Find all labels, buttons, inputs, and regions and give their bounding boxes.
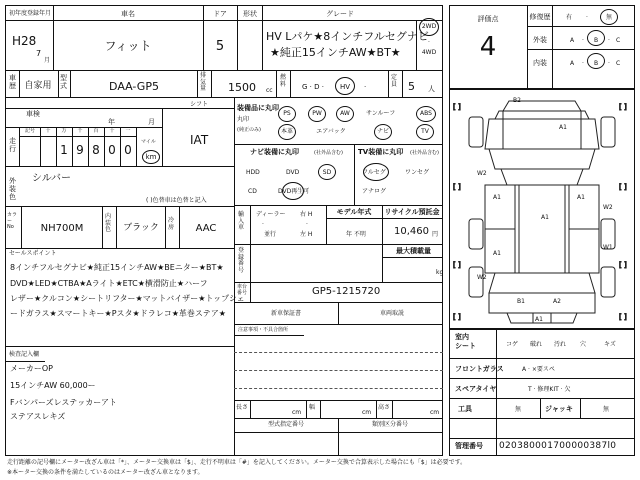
exterior-grade-label: 外装: [533, 36, 547, 44]
grade-line-2: ★純正15インチAW★BT★: [270, 46, 401, 59]
mark-a1-back: A1: [535, 316, 543, 323]
reg-month-unit: 月: [44, 57, 51, 64]
repair-none: 無: [605, 14, 613, 21]
capacity-unit: 人: [428, 85, 435, 93]
navi-cd: CD: [248, 188, 257, 195]
spare-value: T · 修理KIT · 欠: [528, 386, 571, 393]
mark-a1-center: A1: [541, 214, 549, 221]
mark-b1: B1: [517, 298, 525, 305]
mark-a1-roof: A1: [559, 124, 567, 131]
fuel-label: 燃 料: [280, 74, 287, 88]
svg-text:[ ]: [ ]: [453, 313, 461, 321]
class-no-label: 類別区分番号: [371, 421, 409, 428]
height-unit: cm: [430, 409, 440, 416]
shaken-month-unit: 月: [148, 118, 155, 126]
footer-line-2: ※本ーター交換の条件を満たしているのはメーター改ざん車となります。: [7, 469, 204, 476]
model-year: 年 不明: [346, 231, 366, 238]
exterior-note: ( )色替車は色替と記入: [146, 197, 207, 204]
travel-label: 走 行: [9, 137, 16, 153]
int-dot1: ·: [582, 60, 584, 67]
width-unit: cm: [362, 409, 372, 416]
repair-yes: 有: [566, 14, 573, 21]
import-dealer: ディーラー: [256, 211, 286, 218]
tv-sub: (社外品含む): [410, 150, 439, 156]
int-c: C: [616, 60, 621, 67]
shape-label: 形状: [243, 10, 257, 18]
navi-dvd: DVD: [286, 169, 300, 176]
equip-abs: ABS: [420, 110, 432, 117]
seat-tear: 破れ: [530, 341, 543, 348]
fuel-rest: ·: [364, 83, 367, 91]
displacement-label: 排 気 量: [200, 72, 207, 93]
fuel-options: G · D ·: [302, 83, 324, 91]
svg-text:[ ]: [ ]: [619, 103, 627, 111]
width-label: 幅: [309, 404, 316, 411]
reg-year-label: 初年度登録年月: [9, 10, 52, 17]
ext-b: B: [593, 37, 599, 44]
door-label: ドア: [213, 10, 227, 18]
svg-text:[ ]: [ ]: [453, 183, 461, 191]
equip-pw: PW: [312, 110, 322, 117]
navi-label: ナビ装備に丸印: [250, 148, 299, 156]
capacity-label: 定 員: [391, 74, 398, 88]
load-label: 最大積載量: [396, 247, 431, 255]
notes-label: 注意事項・不具合箇所: [238, 327, 289, 333]
navi-sd: SD: [322, 169, 332, 176]
mileage-digit-5: 0: [124, 143, 132, 157]
seat-burn: コゲ: [506, 341, 519, 348]
length-label: 長さ: [236, 404, 249, 411]
import-dot: ·: [262, 221, 264, 228]
drive-2wd: 2WD: [421, 23, 437, 30]
mark-a1-door2: A1: [577, 194, 585, 201]
displacement-unit: cc: [266, 87, 273, 94]
svg-text:[ ]: [ ]: [619, 313, 627, 321]
mark-a2: A2: [553, 298, 561, 305]
color-no-label: カラ ー No: [7, 212, 18, 230]
model-year-label: モデル年式: [336, 208, 372, 216]
fuel-hv: HV: [339, 83, 351, 91]
car-name: フィット: [104, 39, 152, 53]
capacity: 5: [408, 80, 415, 93]
km-label: km: [145, 153, 157, 161]
mileage-digit-3: 8: [92, 143, 100, 157]
tv-analog: アナログ: [362, 188, 387, 195]
ext-a: A: [570, 37, 575, 44]
chassis-number: GP5-1215720: [312, 286, 381, 297]
inspector-line-1: メーカーOP: [10, 364, 53, 373]
type-label: 型 式: [60, 74, 67, 90]
inspector-line-2: 15インチAW 60,000ー: [10, 381, 96, 390]
jack-label: ジャッキ: [545, 405, 573, 413]
reg-year: H28: [12, 34, 37, 48]
unit-man: 万: [61, 128, 67, 134]
equip-tv: TV: [421, 128, 429, 135]
inspector-label: 検査記入欄: [9, 351, 40, 358]
interior-color-label: 内 装 色: [105, 213, 112, 234]
exterior-color: シルバー: [32, 173, 72, 184]
height-label: 高さ: [378, 404, 391, 411]
glass-value: A · ×要スペ: [522, 366, 555, 373]
shaken-year-unit: 年: [108, 118, 115, 126]
sales-line-3: レザー★クルコン★シートリフター★マットバイザー★トップシェ: [10, 294, 245, 303]
shift-label: シフト: [190, 101, 209, 108]
usage: 自家用: [24, 81, 52, 91]
score-label: 評価点: [477, 15, 499, 23]
tv-oneseg: ワンセグ: [405, 169, 430, 176]
equip-airbag: エアバック: [316, 128, 346, 135]
import-parallel: 並行: [264, 231, 277, 238]
recycle-label: リサイクル預託金: [384, 208, 440, 216]
mark-b2-front: B2: [513, 97, 521, 104]
recycle-amount: 10,460: [394, 226, 429, 237]
grade-label: グレード: [326, 10, 354, 18]
color-no: NH700M: [40, 223, 84, 234]
tool-value: 無: [514, 406, 522, 413]
chassis-label: 車台 番号: [237, 284, 248, 296]
reg-month: 7: [36, 49, 42, 58]
model-type: DAA-GP5: [109, 80, 159, 93]
mark-w1: W1: [603, 244, 613, 251]
interior-grade-label: 内装: [533, 59, 547, 67]
tool-label: 工具: [458, 405, 472, 413]
drive-dot: ·: [428, 39, 430, 46]
navi-dvdplay: DVD再生可: [278, 188, 310, 195]
ext-dot1: ·: [582, 37, 584, 44]
ext-dot2: ·: [608, 37, 610, 44]
import-left: 左 H: [300, 231, 313, 238]
mileage-digit-1: 1: [60, 143, 68, 157]
tv-label: TV装備に丸印: [358, 148, 404, 156]
sales-line-4: ードガラス★スマートキー★Pスタ★ドラレコ★革巻ステア★: [10, 309, 226, 318]
unit-10man: 十: [45, 128, 51, 134]
car-name-label: 車名: [121, 10, 135, 18]
unit-kigou: 記号: [24, 128, 36, 134]
mgmt-number: 020380001700000387l0: [499, 441, 617, 451]
mark-a1-door1: A1: [493, 194, 501, 201]
mileage-digit-4: 0: [108, 143, 116, 157]
int-dot2: ·: [608, 60, 610, 67]
score-value: 4: [479, 32, 497, 62]
drive-4wd: 4WD: [421, 49, 437, 56]
exterior-label: 外 装 色: [9, 177, 16, 202]
car-body-diagram: [449, 89, 635, 329]
unit-juu: 十: [109, 128, 115, 134]
unit-hyaku: 百: [93, 128, 99, 134]
glass-label: フロントガラス: [455, 365, 504, 373]
sales-line-2: DVD★LED★CTBA★Aライト★ETC★横滑防止★ハーフ: [10, 279, 208, 288]
equip-navi: ナビ: [376, 128, 390, 135]
door-count: 5: [215, 39, 225, 54]
load-unit: kg: [436, 269, 444, 276]
mileage-digit-2: 9: [76, 143, 84, 157]
navi-hdd: HDD: [246, 169, 260, 176]
mark-w2-right: W2: [603, 204, 613, 211]
mark-a1-rear: A1: [493, 250, 501, 257]
navi-sub: (社外品含む): [314, 150, 343, 156]
repair-dot: ·: [586, 14, 588, 21]
equip-ps: PS: [283, 110, 291, 117]
inspector-line-3: Fバンパーズレステッカーアト: [10, 398, 117, 407]
mark-w2-left: W2: [477, 170, 487, 177]
import-right: 右 H: [300, 211, 313, 218]
shift-value: IAT: [190, 133, 209, 147]
jack-value: 無: [602, 406, 610, 413]
seat-hole: 穴: [580, 341, 587, 348]
grade-line-1: HV Lパケ★8インチフルセグナビ: [266, 30, 429, 43]
seat-label: 室内 シート: [455, 333, 476, 351]
mark-w2-rear: W2: [477, 274, 487, 281]
warranty-label: 新車保証書: [270, 310, 302, 317]
ac-label: 冷 房: [168, 217, 175, 231]
seat-stain: 汚れ: [554, 341, 567, 348]
int-a: A: [570, 60, 575, 67]
footer-line-1: 走行距離の記号欄にメーター改ざん車は「*」、メーター交換車は「$」、走行不明車は「#」を記入してください。メーター交換で合算表示した場合にも「$」は必要です。: [7, 459, 467, 466]
equipment-sub: (純正のみ): [237, 127, 261, 133]
unit-ichi: 一: [125, 128, 131, 134]
unit-sen: 千: [77, 128, 83, 134]
int-b: B: [593, 60, 599, 67]
length-unit: cm: [292, 409, 302, 416]
displacement: 1500: [228, 81, 256, 94]
manual-label: 車両取説: [379, 310, 405, 317]
seat-scratch: キズ: [604, 341, 616, 348]
shaken-label: 車検: [26, 110, 40, 118]
interior-color: ブラック: [123, 223, 159, 233]
sales-line-1: 8インチフルセグナビ★純正15インチAW★BEニター★BT★: [10, 263, 224, 272]
svg-text:[ ]: [ ]: [453, 261, 461, 269]
ac-value: AAC: [195, 223, 217, 234]
spare-label: スペアタイヤ: [455, 385, 497, 393]
svg-text:[ ]: [ ]: [619, 261, 627, 269]
equipment-maru: 丸印: [237, 116, 250, 123]
vehicle-history-label: 車 歴: [9, 74, 16, 90]
sales-point-label: セールスポイント: [9, 250, 57, 257]
svg-text:[ ]: [ ]: [619, 183, 627, 191]
mile-label: マイル: [141, 139, 156, 145]
tv-fullseg: フルセグ: [362, 169, 386, 176]
type-no-label: 型式指定番号: [267, 421, 305, 428]
repair-label: 修復歴: [529, 13, 551, 21]
reg-no-label: 登 録 番 号: [238, 247, 245, 274]
mgmt-label: 管理番号: [455, 442, 483, 450]
equip-aw: AW: [340, 110, 350, 117]
ext-c: C: [616, 37, 621, 44]
equip-sunroof: サンルーフ: [366, 110, 396, 117]
import-right-dot: ·: [306, 221, 308, 228]
equip-leather: 本革: [280, 128, 294, 135]
import-label: 輸 入 車: [238, 211, 245, 232]
recycle-unit: 円: [432, 231, 439, 238]
equipment-label: 装備品に丸印: [237, 104, 279, 112]
svg-text:[ ]: [ ]: [453, 103, 461, 111]
inspector-line-4: ステアスレキズ: [10, 412, 66, 421]
